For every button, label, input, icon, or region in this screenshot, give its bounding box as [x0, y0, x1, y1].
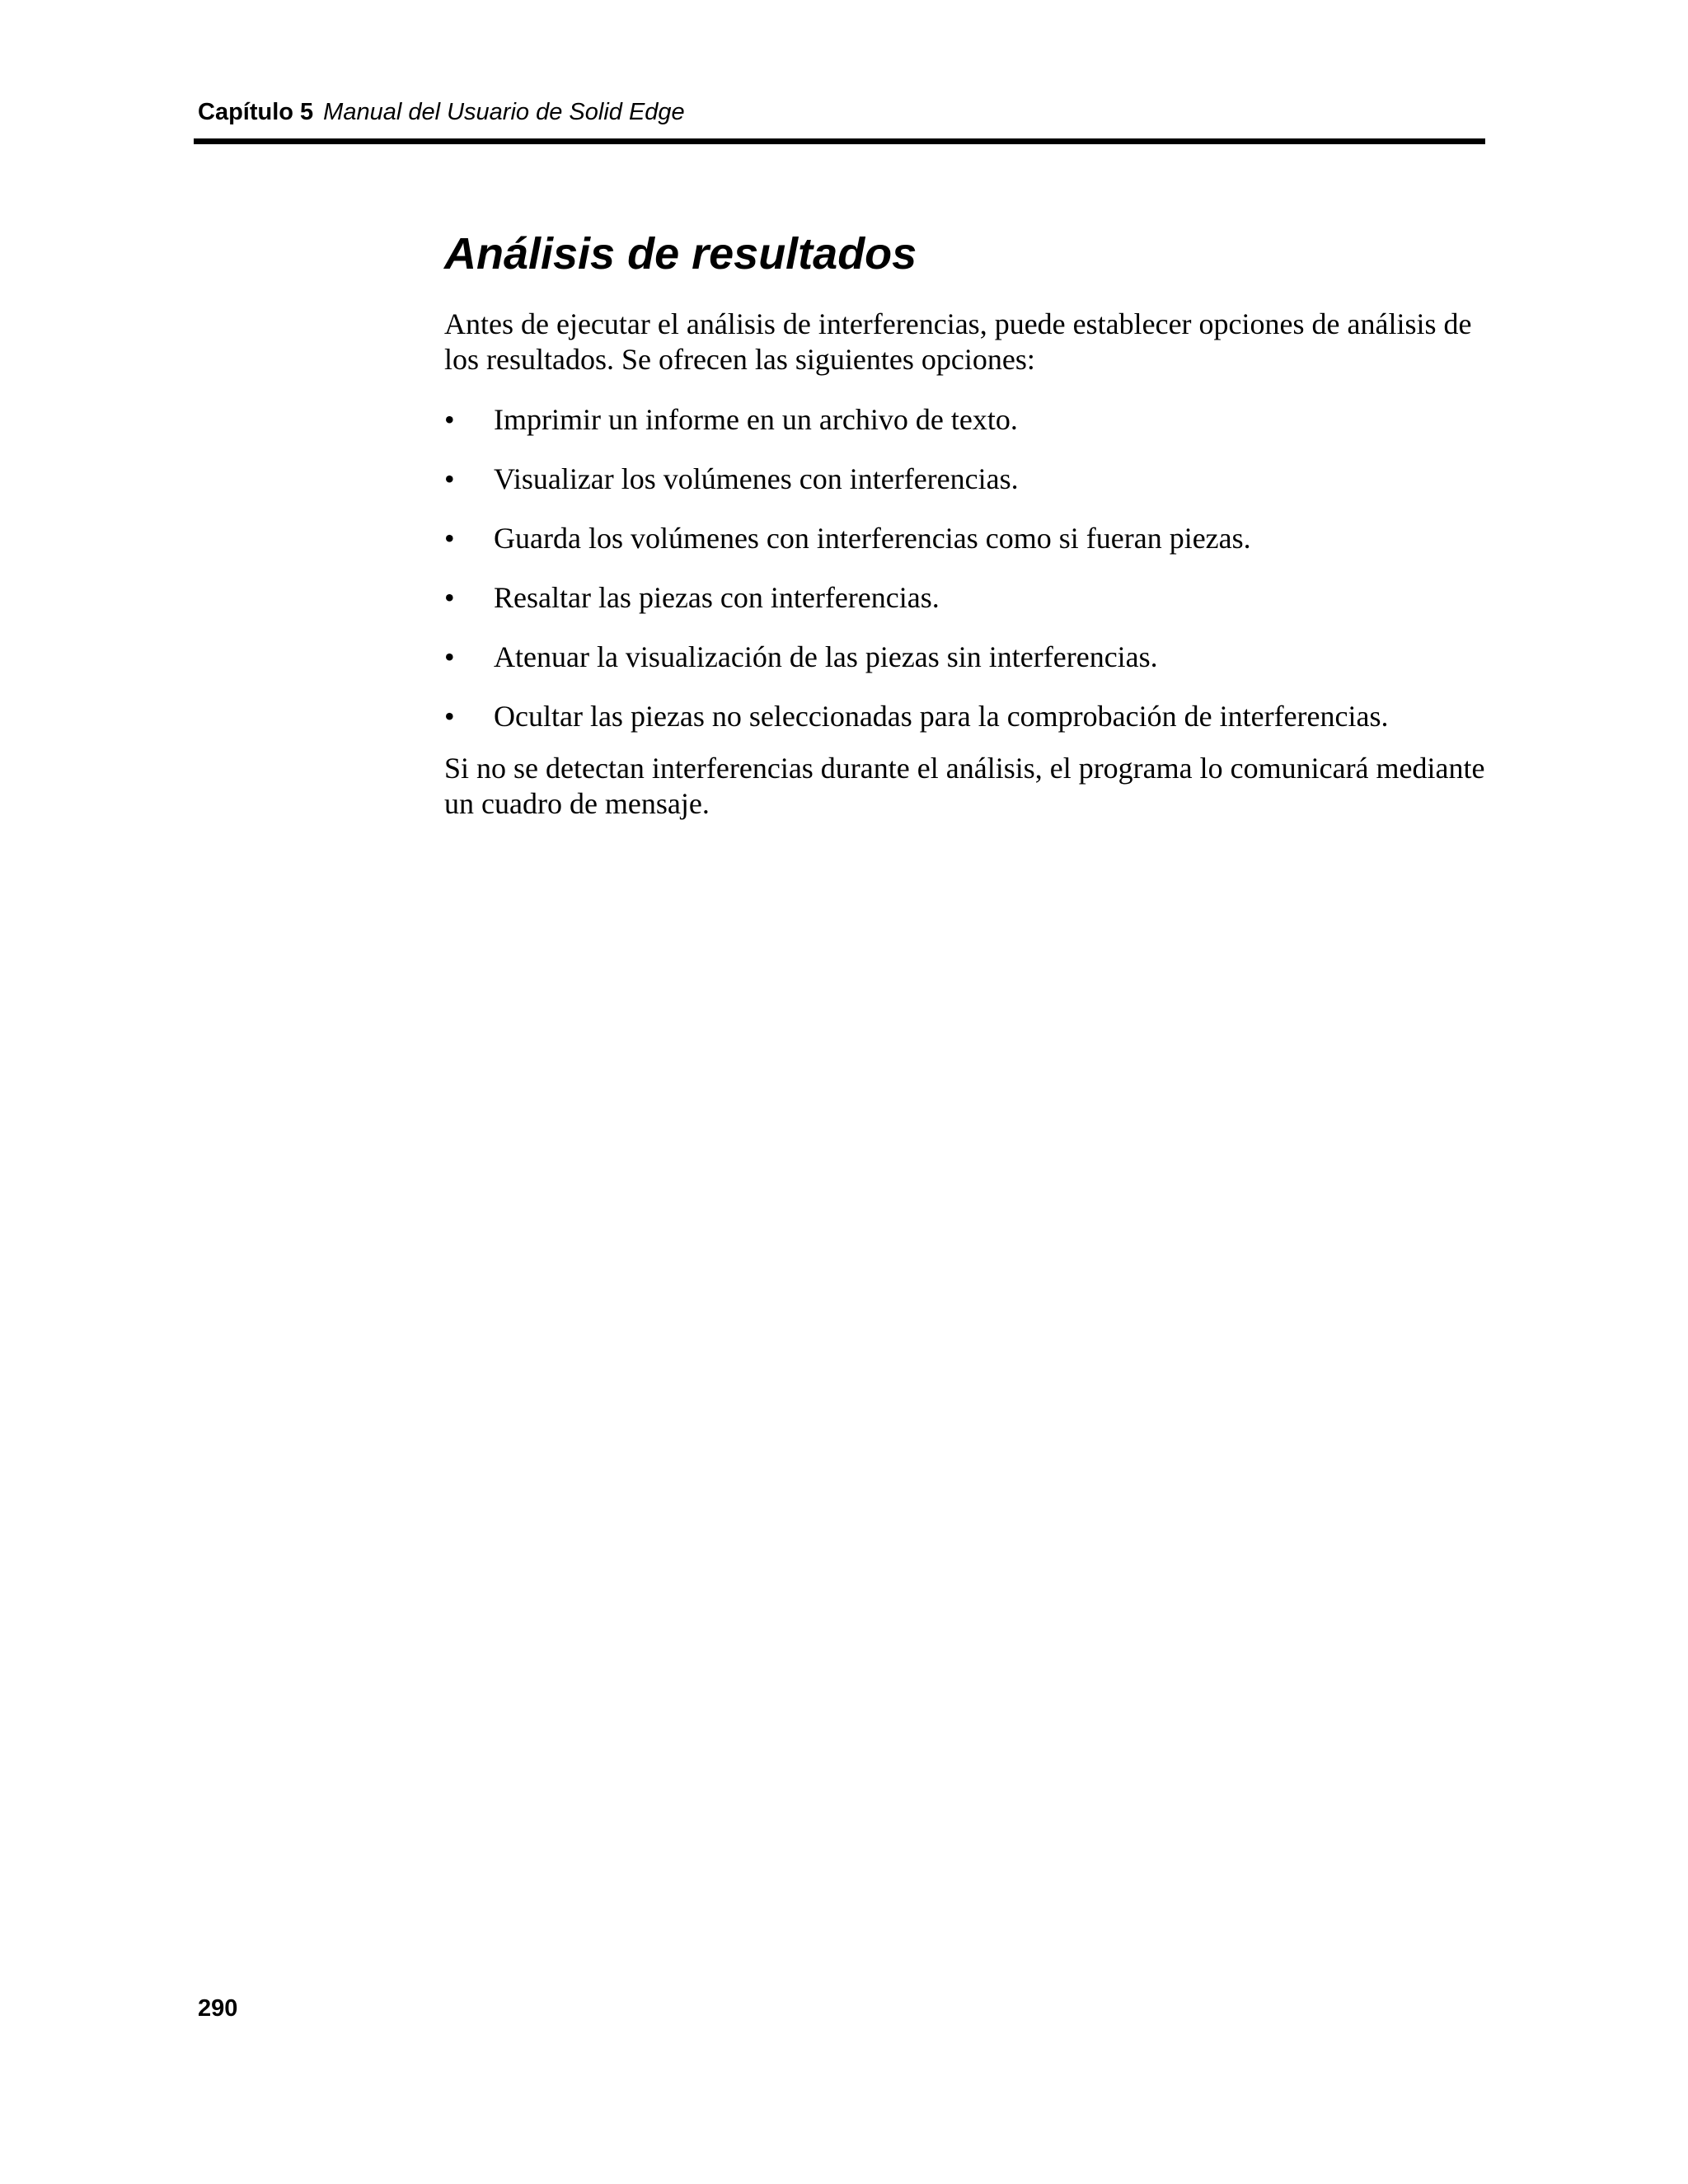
list-item — [444, 699, 1491, 734]
page-number: 290 — [198, 1995, 238, 2022]
list-item — [444, 640, 1491, 675]
section-title: Análisis de resultados — [444, 229, 917, 279]
option-text: Visualizar los volúmenes con interferencias. — [494, 462, 1019, 495]
bullet-icon: • — [444, 403, 455, 436]
header-rule — [194, 138, 1485, 144]
bullet-icon: • — [444, 640, 455, 673]
closing-paragraph: Si no se detectan interferencias durante el análisis, el programa lo comunicará mediante un cuadro de mensaje. — [444, 752, 1485, 820]
bullet-icon: • — [444, 581, 455, 614]
list-item — [444, 462, 1491, 497]
bullet-icon: • — [444, 462, 455, 495]
list-item — [444, 402, 1491, 438]
option-text: Guarda los volúmenes con interferencias como si fueran piezas. — [494, 522, 1251, 555]
running-header — [198, 97, 685, 127]
main-content — [444, 224, 1491, 822]
intro-paragraph: Antes de ejecutar el análisis de interferencias, puede establecer opciones de análisis de los resultados. Se ofrecen las siguientes opciones: — [444, 307, 1472, 376]
chapter-label: Capítulo 5 — [198, 99, 314, 125]
option-text: Atenuar la visualización de las piezas sin interferencias. — [494, 640, 1158, 673]
option-text: Imprimir un informe en un archivo de texto. — [494, 403, 1018, 436]
list-item — [444, 521, 1491, 556]
option-text: Ocultar las piezas no seleccionadas para la comprobación de interferencias. — [494, 700, 1389, 733]
option-text: Resaltar las piezas con interferencias. — [494, 581, 940, 614]
options-list — [444, 402, 1491, 734]
manual-title: Manual del Usuario de Solid Edge — [323, 99, 685, 125]
bullet-icon: • — [444, 700, 455, 733]
list-item — [444, 580, 1491, 616]
bullet-icon: • — [444, 522, 455, 555]
